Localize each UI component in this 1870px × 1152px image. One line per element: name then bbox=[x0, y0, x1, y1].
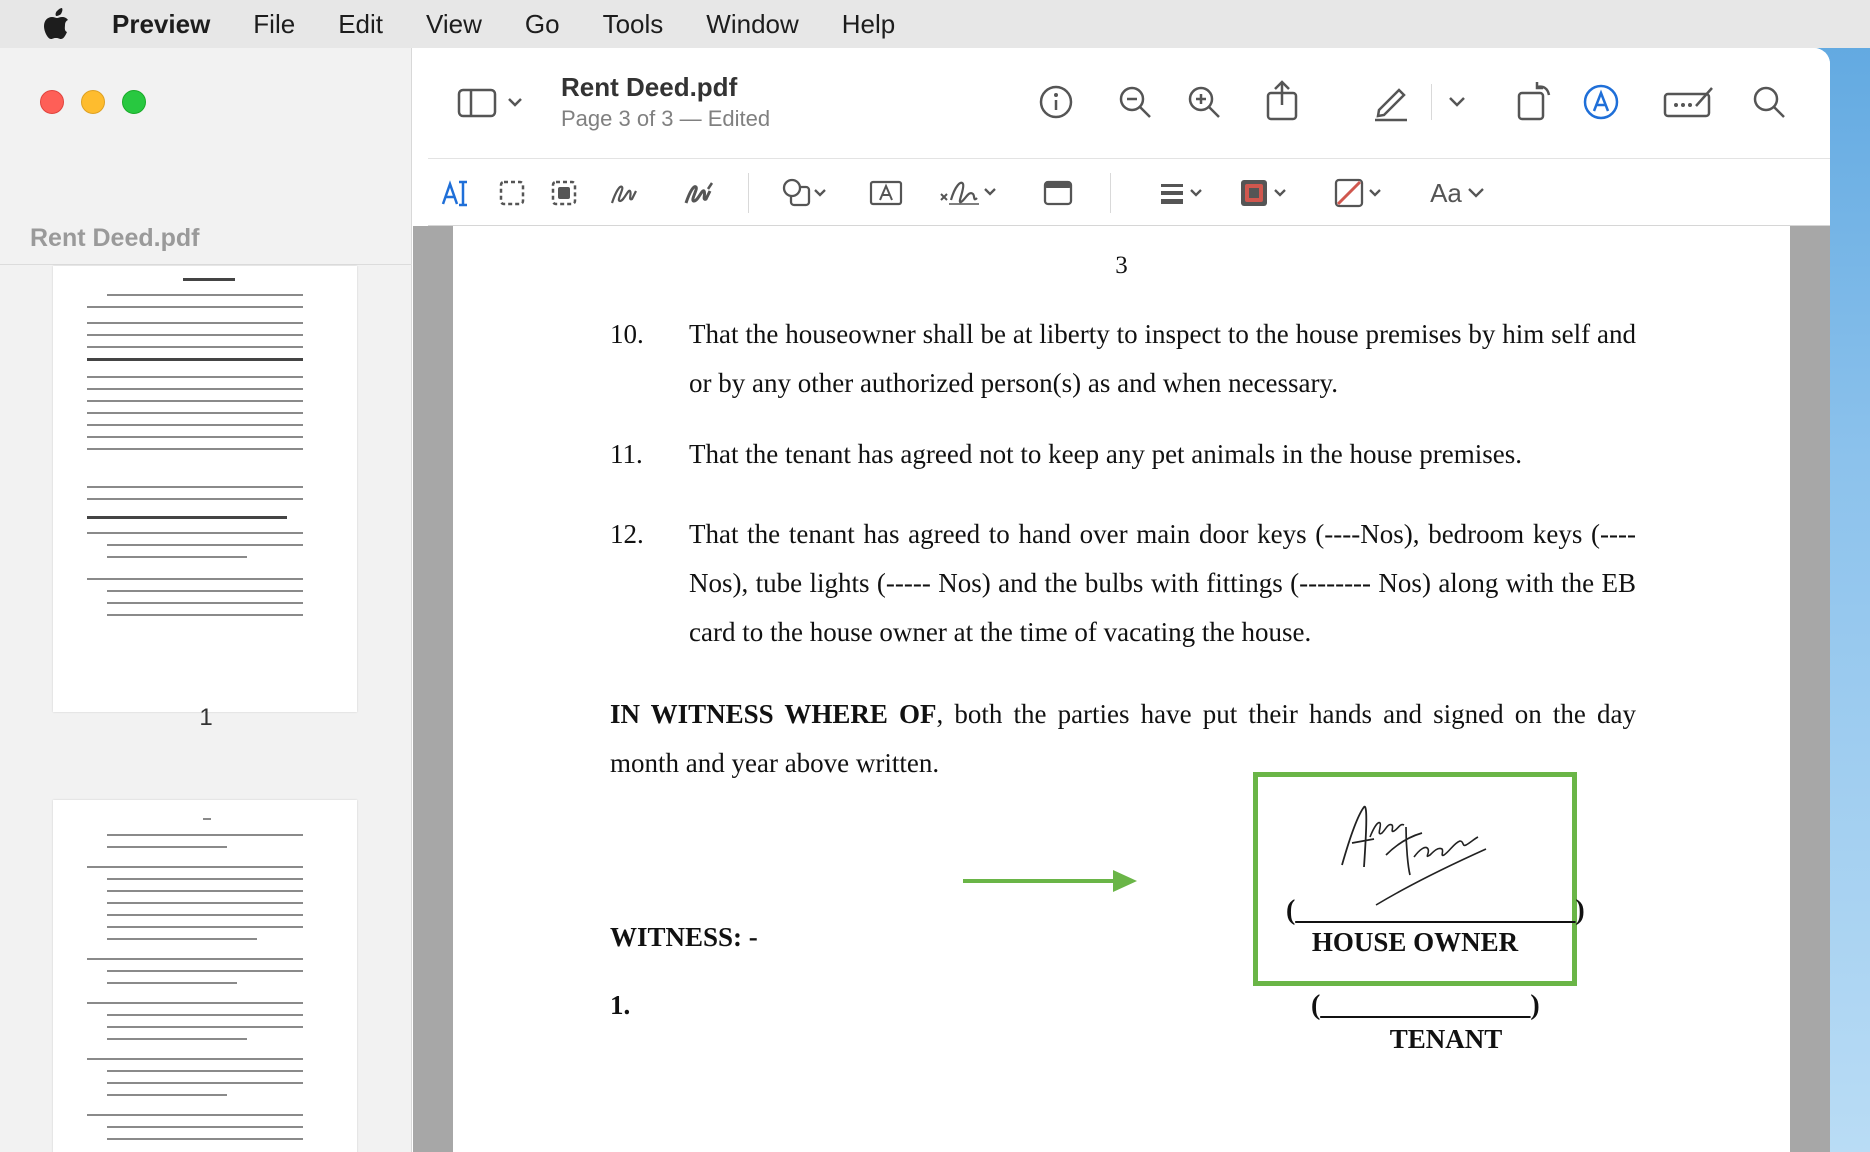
markup-menu-button[interactable] bbox=[1443, 90, 1471, 114]
menu-go[interactable]: Go bbox=[524, 8, 560, 39]
zoom-out-button[interactable] bbox=[1115, 82, 1155, 122]
fullscreen-button[interactable] bbox=[122, 90, 146, 114]
signature-icon bbox=[939, 176, 1003, 210]
witness-body-text: , both the parties have put their hands and signed on the day month and year above written. bbox=[610, 699, 1636, 778]
sidebar-divider bbox=[0, 264, 412, 265]
text-box-tool[interactable] bbox=[866, 175, 906, 211]
info-icon bbox=[1038, 84, 1074, 120]
rectangular-selection-icon bbox=[499, 180, 525, 206]
house-owner-signature-line: (____________________) bbox=[1286, 895, 1585, 926]
witness-heading: WITNESS: - bbox=[610, 922, 758, 952]
clause-text: That the houseowner shall be at liberty to inspect to the house premises by him self and or by any other authorized person(s) as and when necessary. bbox=[689, 319, 1636, 398]
info-button[interactable] bbox=[1036, 82, 1076, 122]
clause-number: 11. bbox=[610, 439, 643, 469]
menu-help[interactable]: Help bbox=[841, 8, 896, 39]
window-controls bbox=[40, 90, 146, 114]
clause-number: 12. bbox=[610, 519, 644, 549]
shapes-icon bbox=[781, 177, 829, 209]
menu-app-name[interactable]: Preview bbox=[112, 8, 211, 39]
fill-color-button[interactable] bbox=[1333, 175, 1387, 211]
text-style-label: Aa bbox=[1430, 177, 1462, 208]
text-selection-tool[interactable] bbox=[438, 175, 474, 211]
document-subtitle: Page 3 of 3 — Edited bbox=[561, 106, 771, 131]
sidebar-toggle-icon bbox=[457, 86, 527, 120]
page-thumbnail-label-1: 1 bbox=[199, 704, 213, 731]
document-canvas[interactable] bbox=[413, 226, 1830, 1152]
markup-circle-a-icon bbox=[1582, 83, 1620, 121]
preview-window bbox=[0, 48, 1830, 1152]
close-button[interactable] bbox=[40, 90, 64, 114]
search-icon bbox=[1751, 84, 1787, 120]
menu-bar bbox=[0, 0, 1870, 48]
page-number: 3 bbox=[1115, 252, 1128, 279]
tenant-signature-line: (_______________) bbox=[1311, 990, 1540, 1021]
form-fill-button[interactable] bbox=[1661, 82, 1717, 122]
border-color-button[interactable] bbox=[1238, 175, 1292, 211]
menu-file[interactable]: File bbox=[253, 8, 296, 39]
share-button[interactable] bbox=[1262, 78, 1302, 122]
main-content bbox=[413, 48, 1830, 1152]
markup-pen-icon bbox=[1371, 82, 1411, 122]
minimize-button[interactable] bbox=[81, 90, 105, 114]
form-fill-icon bbox=[1662, 84, 1716, 120]
zoom-in-icon bbox=[1186, 84, 1222, 120]
markup-pen-button[interactable] bbox=[1369, 80, 1413, 124]
signature-highlight-box[interactable] bbox=[1253, 772, 1585, 986]
chevron-down-icon bbox=[1447, 96, 1467, 108]
draw-tool[interactable] bbox=[680, 175, 716, 211]
menu-window[interactable]: Window bbox=[706, 8, 799, 39]
note-tool[interactable] bbox=[1040, 175, 1076, 211]
border-color-icon bbox=[1239, 178, 1291, 208]
apple-logo-icon[interactable] bbox=[36, 4, 76, 44]
text-box-icon bbox=[869, 178, 903, 208]
canvas-margin bbox=[1790, 226, 1830, 1152]
menu-edit[interactable]: Edit bbox=[338, 8, 384, 39]
signature-tool[interactable] bbox=[938, 175, 1004, 211]
clause-text: That the tenant has agreed to hand over main door keys (----Nos), bedroom keys (---- Nos), tube lights (----- Nos) and the bulbs with fittings (-------- Nos) along with the EB card to the house owner at the time of vacating the house. bbox=[689, 519, 1636, 647]
house-owner-label: HOUSE OWNER bbox=[1311, 927, 1519, 957]
handwritten-signature bbox=[1336, 797, 1496, 907]
smart-lasso-tool[interactable] bbox=[548, 177, 580, 209]
markup-circle-button[interactable] bbox=[1581, 82, 1621, 122]
sidebar-toggle-button[interactable] bbox=[457, 86, 527, 120]
clause-number: 10. bbox=[610, 319, 644, 349]
document-title: Rent Deed.pdf bbox=[561, 72, 738, 102]
rotate-icon bbox=[1515, 79, 1555, 123]
zoom-in-button[interactable] bbox=[1184, 82, 1224, 122]
menu-view[interactable]: View bbox=[426, 8, 482, 39]
share-icon bbox=[1265, 79, 1299, 121]
page-thumbnail-2[interactable] bbox=[53, 800, 357, 1152]
rectangular-selection-tool[interactable] bbox=[496, 177, 528, 209]
draw-icon bbox=[682, 177, 714, 209]
sketch-tool[interactable] bbox=[606, 175, 642, 211]
chevron-down-icon bbox=[1466, 187, 1486, 199]
markup-toolbar bbox=[428, 158, 1830, 226]
thumbnail-sidebar bbox=[0, 48, 412, 1152]
line-style-icon bbox=[1159, 178, 1211, 208]
pdf-page-3[interactable] bbox=[453, 226, 1790, 1152]
text-style-button[interactable] bbox=[1428, 175, 1488, 211]
fill-color-icon bbox=[1334, 178, 1386, 208]
text-selection-icon bbox=[441, 178, 471, 208]
title-toolbar bbox=[413, 48, 1830, 158]
witness-number-one: 1. bbox=[610, 990, 631, 1020]
zoom-out-icon bbox=[1117, 84, 1153, 120]
instant-alpha-icon bbox=[551, 180, 577, 206]
clause-text: That the tenant has agreed not to keep any pet animals in the house premises. bbox=[689, 439, 1522, 469]
note-window-icon bbox=[1043, 179, 1073, 207]
search-button[interactable] bbox=[1749, 82, 1789, 122]
arrow-annotation[interactable] bbox=[963, 866, 1143, 896]
witness-bold-text: IN WITNESS WHERE OF bbox=[610, 699, 937, 729]
page-thumbnail-1[interactable] bbox=[53, 266, 357, 712]
line-style-button[interactable] bbox=[1158, 175, 1212, 211]
tenant-label: TENANT bbox=[1389, 1024, 1503, 1054]
menu-tools[interactable]: Tools bbox=[602, 8, 664, 39]
sidebar-document-title: Rent Deed.pdf bbox=[30, 224, 200, 252]
shapes-tool[interactable] bbox=[780, 175, 830, 211]
sketch-icon bbox=[608, 177, 640, 209]
rotate-button[interactable] bbox=[1513, 78, 1557, 124]
